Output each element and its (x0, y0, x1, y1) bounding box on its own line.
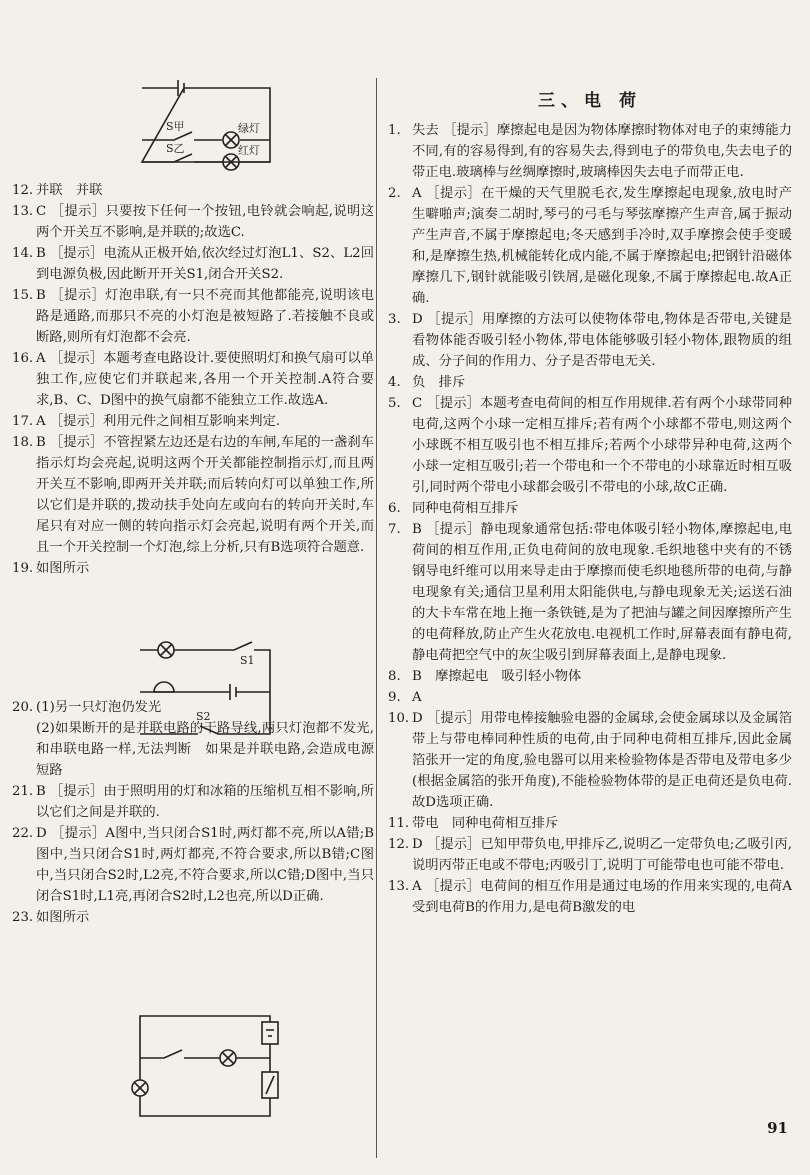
answer-item: 16. A ［提示］本题考查电路设计.要使照明灯和换气扇可以单独工作,应使它们并联起来,各用一个开关控制.A符合要求,B、C、D图中的换气扇都不能独立工作.故选A. (12, 351, 374, 408)
answer-item: 10. D ［提示］用带电棒接触验电器的金属球,会使金属球以及金属箔带上与带电棒同种性质的电荷,由于同种电荷相互排斥,因此金属箔张开一定的角度,验电器可以用来检验物体是否带电及带电多少(根据金属箔的张开角度),不能检验物体带的是正电荷还是负电荷.故D选项正确. (388, 711, 792, 810)
answer-item: 17. A ［提示］利用元件之间相互影响来判定. (12, 414, 281, 429)
circuit-diagram-19 (130, 636, 280, 746)
circuit-diagram-top (130, 72, 290, 182)
left-column (12, 180, 374, 928)
answer-item: 13. A ［提示］电荷间的相互作用是通过电场的作用来实现的,电荷A受到电荷B的作用力,是电荷B激发的电 (388, 879, 792, 915)
answer-item: 3. D ［提示］用摩擦的方法可以使物体带电,物体是否带电,关键是看物体能否吸引轻小物体,带电体能够吸引轻小物体,跟物质的组成、分子间的作用力、分子是否带电无关. (388, 312, 792, 369)
answer-item: 13. C ［提示］只要按下任何一个按钮,电铃就会响起,说明这两个开关互不影响,是并联的;故选C. (12, 204, 374, 240)
fig1-label-green-lamp: 绿灯 (238, 122, 260, 135)
answer-item: 15. B ［提示］灯泡串联,有一只不亮而其他都能亮,说明该电路是通路,而那只不亮的小灯泡是被短路了.若接触不良或断路,则所有灯泡都不会亮. (12, 288, 374, 345)
answer-item: 9. A (388, 690, 422, 705)
answer-item: 6. 同种电荷相互排斥 (388, 501, 519, 516)
answer-item: 14. B ［提示］电流从正极开始,依次经过灯泡L1、S2、L2回到电源负极,因此断开开关S1,闭合开关S2. (12, 246, 374, 282)
answer-item: 5. C ［提示］本题考查电荷间的相互作用规律.若有两个小球带同种电荷,这两个小球一定相互排斥;若有两个小球都不带电,则这两个小球既不相互吸引也不相互排斥;若两个小球带异种电荷,这两个小球一定相互吸引;若一个带电和一个不带电的小球靠近时相互吸引,同时两个带电小球都会吸引不带电的小球,故C正确. (388, 396, 792, 495)
answer-item: 12. 并联 并联 (12, 183, 103, 198)
answer-item: (2)如果断开的是并联电路的干路导线,两只灯泡都不发光,和串联电路一样,无法判断 如果是并联电路,会造成电源短路 (36, 721, 374, 778)
column-divider (376, 78, 377, 1158)
answer-item: 12. D ［提示］已知甲带负电,甲排斥乙,说明乙一定带负电;乙吸引丙,说明丙带正电或不带电;丙吸引丁,说明丁可能带电也可能不带电. (388, 837, 792, 873)
answer-item: 22. D ［提示］A图中,当只闭合S1时,两灯都不亮,所以A错;B图中,当只闭合S1时,两灯都亮,不符合要求,所以B错;C图中,当只闭合S2时,L2亮,不符合要求,所以C错;D图中,当只闭合S1时,L1亮,再闭合S2时,L2也亮,所以D正确. (12, 826, 374, 904)
section-title: 三、电 荷 (538, 91, 642, 111)
answer-item: 21. B ［提示］由于照明用的灯和冰箱的压缩机互相不影响,所以它们之间是并联的. (12, 784, 374, 820)
answer-item: 8. B 摩擦起电 吸引轻小物体 (388, 669, 582, 684)
fig19-label-s1: S1 (240, 654, 255, 667)
answer-item: 20. (1)另一只灯泡仍发光 (12, 700, 162, 715)
fig1-label-red-lamp: 红灯 (238, 144, 260, 157)
fig1-label-s-jia: S甲 (166, 120, 185, 133)
answer-item: 4. 负 排斥 (388, 375, 466, 390)
fig1-label-s-yi: S乙 (166, 142, 185, 155)
answer-item: 2. A ［提示］在干燥的天气里脱毛衣,发生摩擦起电现象,放电时产生噼啪声;演奏二胡时,琴弓的弓毛与琴弦摩擦产生声音,属于振动产生声音,不属于摩擦起电;冬天感到手冷时,双手摩擦会使手变暖和,是摩擦生热,机械能转化成内能,不属于摩擦起电;把钢针沿磁体摩擦几下,钢针就能吸引铁屑,是磁化现象,不属于摩擦起电.故A正确. (388, 186, 792, 306)
answer-item: 1. 失去 ［提示］摩擦起电是因为物体摩擦时物体对电子的束缚能力不同,有的容易得到,有的容易失去,得到电子的带负电,失去电子的带正电.玻璃棒与丝绸摩擦时,玻璃棒因失去电子而带正电. (388, 123, 792, 180)
answer-item: 18. B ［提示］不管捏紧左边还是右边的车闸,车尾的一盏刹车指示灯均会亮起,说明这两个开关都能控制指示灯,而且两开关互不影响,即两开关并联;而后转向灯可以单独工作,所以它们是并联的,拨动扶手处向左或向右的转向开关时,车尾只有对应一侧的转向指示灯会亮起,说明有两个开关,而且一个开关控制一个灯泡,综上分析,只有B选项符合题意. (12, 435, 374, 555)
answer-item: 11. 带电 同种电荷相互排斥 (388, 816, 559, 831)
fig19-label-s2: S2 (196, 710, 211, 723)
answer-item: 19. 如图所示 (12, 561, 90, 576)
answer-item: 23. 如图所示 (12, 910, 90, 925)
page-number: 91 (767, 1119, 788, 1137)
answer-item: 7. B ［提示］静电现象通常包括:带电体吸引轻小物体,摩擦起电,电荷间的相互作用,正负电荷间的放电现象.毛织地毯中夹有的不锈钢导电纤维可以用来导走由于摩擦而使毛织地毯所带的电荷,与静电现象有关;通信卫星利用太阳能供电,与静电现象无关;运送石油的大卡车常在地上拖一条铁链,是为了把油与罐之间因摩擦所产生的电荷释放,防止产生火花放电.电视机工作时,屏幕表面有静电荷,静电荷把空气中的灰尘吸引到屏幕表面上,是静电现象. (388, 522, 792, 663)
circuit-diagram-23 (130, 1008, 290, 1128)
right-column (388, 120, 792, 918)
